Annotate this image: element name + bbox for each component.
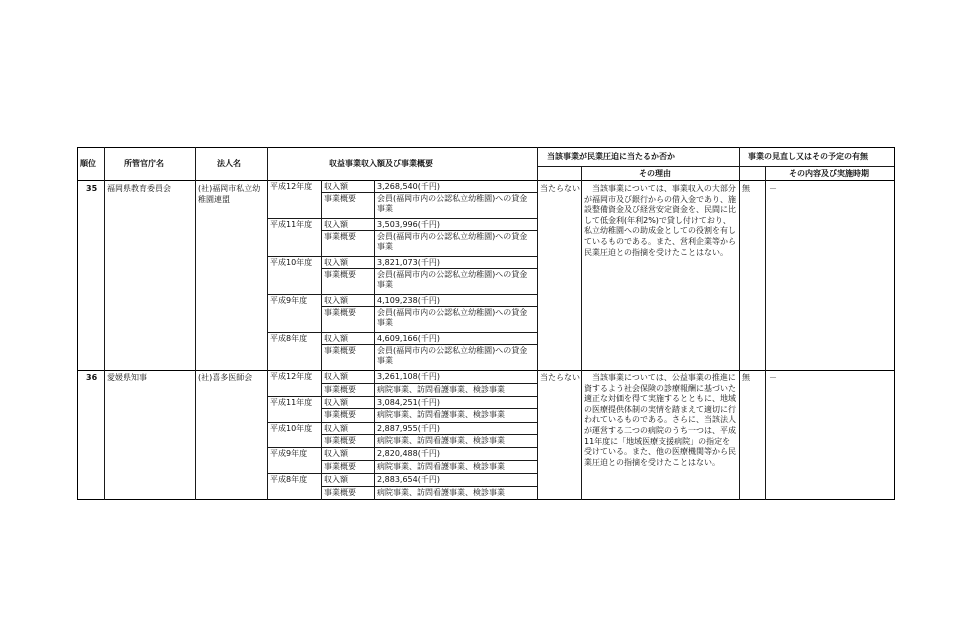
header-review-content: その内容及び実施時期 bbox=[789, 169, 869, 178]
col-line-7 bbox=[581, 166, 582, 500]
header-review-question: 事業の見直し又はその予定の有無 bbox=[748, 152, 868, 161]
revenue-row-line bbox=[321, 192, 537, 193]
summary-value: 病院事業、訪問看護事業、検診事業 bbox=[377, 385, 505, 394]
year-row-line bbox=[267, 218, 537, 219]
revenue-value: 4,109,238(千円) bbox=[377, 296, 440, 305]
revenue-label: 収入額 bbox=[324, 182, 348, 191]
summary-label: 事業概要 bbox=[324, 346, 356, 355]
table-border-left bbox=[77, 147, 78, 500]
summary-value: 病院事業、訪問看護事業、検診事業 bbox=[377, 462, 505, 471]
revenue-row-line bbox=[321, 434, 537, 435]
revenue-value: 3,503,996(千円) bbox=[377, 220, 440, 229]
entry-review: 無 bbox=[742, 373, 750, 382]
entry-review: 無 bbox=[742, 184, 750, 193]
header-bottom-line bbox=[77, 180, 895, 181]
entry-corporation: (社)福岡市私立幼稚園連盟 bbox=[198, 184, 261, 204]
entry-ministry: 福岡県教育委員会 bbox=[107, 184, 171, 193]
year-label: 平成9年度 bbox=[270, 296, 308, 305]
header-split-line bbox=[537, 166, 895, 167]
col-line-5 bbox=[374, 180, 375, 500]
year-row-line bbox=[267, 332, 537, 333]
table-border-bottom bbox=[77, 499, 895, 500]
revenue-value: 3,268,540(千円) bbox=[377, 182, 440, 191]
summary-label: 事業概要 bbox=[324, 308, 356, 317]
year-row-line bbox=[267, 447, 537, 448]
year-label: 平成9年度 bbox=[270, 449, 308, 458]
revenue-label: 収入額 bbox=[324, 475, 348, 484]
entry-rank: 36 bbox=[86, 373, 98, 382]
summary-value: 病院事業、訪問看護事業、検診事業 bbox=[377, 488, 505, 497]
summary-label: 事業概要 bbox=[324, 488, 356, 497]
revenue-label: 収入額 bbox=[324, 258, 348, 267]
summary-label: 事業概要 bbox=[324, 436, 356, 445]
revenue-row-line bbox=[321, 306, 537, 307]
revenue-label: 収入額 bbox=[324, 398, 348, 407]
summary-label: 事業概要 bbox=[324, 385, 356, 394]
summary-label: 事業概要 bbox=[324, 194, 356, 203]
summary-label: 事業概要 bbox=[324, 462, 356, 471]
entry-judgment: 当たらない bbox=[540, 373, 580, 382]
revenue-label: 収入額 bbox=[324, 372, 348, 381]
year-label: 平成12年度 bbox=[270, 182, 313, 191]
entry-ministry: 愛媛県知事 bbox=[107, 373, 147, 382]
document-table bbox=[77, 147, 895, 500]
summary-value: 会員(福岡市内の公認私立幼稚園)への貸金事業 bbox=[377, 232, 528, 251]
year-row-line bbox=[267, 422, 537, 423]
summary-label: 事業概要 bbox=[324, 270, 356, 279]
header-rank: 順位 bbox=[80, 159, 96, 168]
year-row-line bbox=[267, 473, 537, 474]
revenue-value: 2,887,955(千円) bbox=[377, 424, 440, 433]
year-label: 平成10年度 bbox=[270, 258, 313, 267]
entry-divider-line bbox=[77, 370, 895, 371]
header-revenue-overview: 収益事業収入額及び事業概要 bbox=[329, 159, 433, 168]
revenue-value: 3,261,108(千円) bbox=[377, 372, 440, 381]
table-border-right bbox=[894, 147, 895, 500]
summary-value: 会員(福岡市内の公認私立幼稚園)への貸金事業 bbox=[377, 270, 528, 289]
revenue-label: 収入額 bbox=[324, 296, 348, 305]
revenue-row-line bbox=[321, 486, 537, 487]
revenue-value: 4,609,166(千円) bbox=[377, 334, 440, 343]
revenue-row-line bbox=[321, 460, 537, 461]
entry-corporation: (社)喜多医師会 bbox=[198, 373, 253, 382]
summary-value: 会員(福岡市内の公認私立幼稚園)への貸金事業 bbox=[377, 346, 528, 365]
col-line-9 bbox=[765, 166, 766, 500]
revenue-value: 2,883,654(千円) bbox=[377, 475, 440, 484]
year-label: 平成12年度 bbox=[270, 372, 313, 381]
header-ministry: 所管官庁名 bbox=[124, 159, 164, 168]
revenue-row-line bbox=[321, 408, 537, 409]
year-label: 平成11年度 bbox=[270, 398, 313, 407]
revenue-row-line bbox=[321, 344, 537, 345]
revenue-value: 3,821,073(千円) bbox=[377, 258, 440, 267]
revenue-label: 収入額 bbox=[324, 449, 348, 458]
year-label: 平成8年度 bbox=[270, 334, 308, 343]
summary-label: 事業概要 bbox=[324, 232, 356, 241]
entry-rank: 35 bbox=[86, 184, 98, 193]
summary-value: 会員(福岡市内の公認私立幼稚園)への貸金事業 bbox=[377, 194, 528, 213]
summary-value: 病院事業、訪問看護事業、検診事業 bbox=[377, 436, 505, 445]
col-line-1 bbox=[104, 147, 105, 500]
year-row-line bbox=[267, 294, 537, 295]
revenue-label: 収入額 bbox=[324, 334, 348, 343]
table-border-top bbox=[77, 147, 895, 148]
revenue-row-line bbox=[321, 268, 537, 269]
revenue-label: 収入額 bbox=[324, 220, 348, 229]
summary-value: 会員(福岡市内の公認私立幼稚園)への貸金事業 bbox=[377, 308, 528, 327]
entry-reason: 当該事業については、公益事業の推進に資するよう社会保険の診療報酬に基づいた適正な対価を得て実施するとともに、地域の医療提供体制の実情を踏まえて適切に行われているものである。さらに、当該法人が運営する二つの病院のうち一つは、平成11年度に「地域医療支援病院」の指定を受けている。また、他の医療機関等から民業圧迫との指摘を受けたことはない。 bbox=[584, 373, 736, 467]
year-label: 平成10年度 bbox=[270, 424, 313, 433]
revenue-row-line bbox=[321, 230, 537, 231]
entry-judgment: 当たらない bbox=[540, 184, 580, 193]
entry-review-detail: － bbox=[769, 373, 777, 382]
summary-value: 病院事業、訪問看護事業、検診事業 bbox=[377, 410, 505, 419]
year-row-line bbox=[267, 396, 537, 397]
revenue-value: 2,820,488(千円) bbox=[377, 449, 440, 458]
header-competition-question: 当該事業が民業圧迫に当たるか否か bbox=[547, 152, 675, 161]
revenue-row-line bbox=[321, 383, 537, 384]
revenue-value: 3,084,251(千円) bbox=[377, 398, 440, 407]
year-row-line bbox=[267, 256, 537, 257]
entry-reason: 当該事業については、事業収入の大部分が福岡市及び銀行からの借入金であり、施設整備資金及び経営安定資金を、民間に比して低金利(年利2%)で貸し付けており、私立幼稚園への助成金としての役割を有しているものである。また、営利企業等から民業圧迫との指摘を受けたことはない。 bbox=[584, 184, 736, 257]
entry-review-detail: － bbox=[769, 184, 777, 193]
col-line-8 bbox=[739, 147, 740, 500]
header-reason: その理由 bbox=[639, 169, 671, 178]
revenue-label: 収入額 bbox=[324, 424, 348, 433]
col-line-6 bbox=[537, 147, 538, 500]
year-label: 平成11年度 bbox=[270, 220, 313, 229]
summary-label: 事業概要 bbox=[324, 410, 356, 419]
year-label: 平成8年度 bbox=[270, 475, 308, 484]
col-line-4 bbox=[321, 180, 322, 500]
header-corporation: 法人名 bbox=[217, 159, 241, 168]
col-line-2 bbox=[195, 147, 196, 500]
